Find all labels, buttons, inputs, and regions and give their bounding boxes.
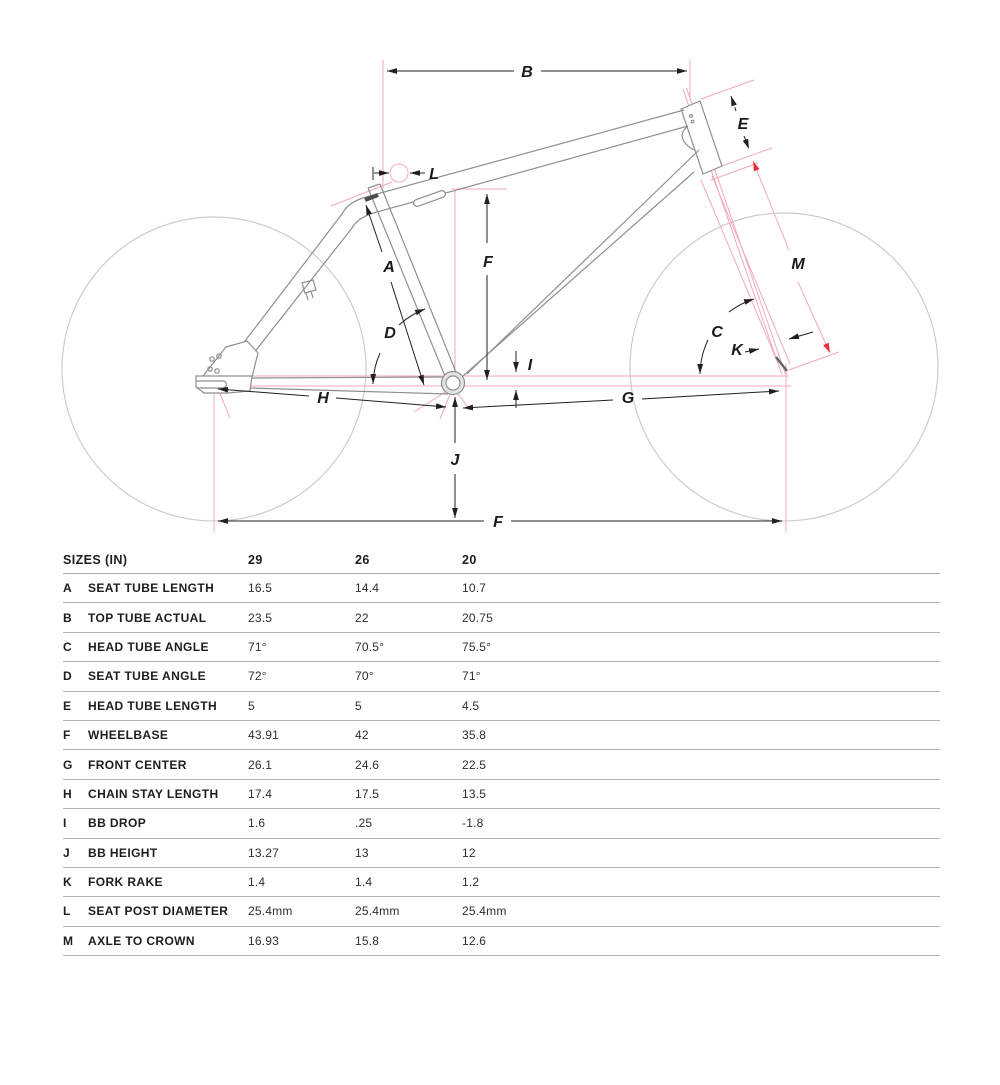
row-value: 13 xyxy=(355,845,369,860)
dim-label-a: A xyxy=(383,259,395,276)
dim-label-k: K xyxy=(731,342,743,359)
table-title: SIZES (IN) xyxy=(63,552,128,567)
dim-label-f-wheelbase: F xyxy=(493,514,503,531)
row-value: 25.4mm xyxy=(248,904,293,919)
table-row xyxy=(63,721,940,750)
e-extension-top xyxy=(701,80,754,99)
dim-label-d: D xyxy=(384,325,396,342)
row-name: WHEELBASE xyxy=(88,728,169,743)
dimension-labels xyxy=(317,64,805,531)
dim-label-g: G xyxy=(621,390,635,407)
table-row xyxy=(63,927,940,956)
dropout-hole-1 xyxy=(210,357,214,361)
front-dropout xyxy=(776,357,787,371)
row-name: SEAT TUBE ANGLE xyxy=(88,669,207,684)
row-value: 23.5 xyxy=(248,610,273,625)
row-name: BB HEIGHT xyxy=(88,845,158,860)
chainstay-upper xyxy=(250,377,445,378)
row-value: 1.6 xyxy=(248,816,266,831)
table-row xyxy=(63,603,940,632)
seat-tube-right xyxy=(380,184,458,377)
row-value: 12.6 xyxy=(462,933,487,948)
row-value: 12 xyxy=(462,845,476,860)
row-value: 43.91 xyxy=(248,728,280,743)
dim-label-l: L xyxy=(429,166,439,183)
row-key: E xyxy=(63,698,72,713)
row-name: HEAD TUBE LENGTH xyxy=(88,698,218,713)
row-key: K xyxy=(63,875,72,890)
table-row xyxy=(63,809,940,838)
row-value: 16.93 xyxy=(248,933,280,948)
dimension-H xyxy=(218,389,446,407)
column-header-20: 20 xyxy=(462,552,477,567)
table-row xyxy=(63,897,940,926)
row-value: 13.5 xyxy=(462,786,487,801)
row-value: 20.75 xyxy=(462,610,494,625)
table-row xyxy=(63,692,940,721)
row-key: F xyxy=(63,728,71,743)
row-name: AXLE TO CROWN xyxy=(88,933,195,948)
row-value: 22.5 xyxy=(462,757,487,772)
row-value: 1.2 xyxy=(462,875,480,890)
toptube-seatstay-lower xyxy=(242,126,688,368)
row-value: 25.4mm xyxy=(355,904,400,919)
table-row xyxy=(63,662,940,691)
toptube-seatstay-upper xyxy=(232,110,684,358)
row-value: 17.5 xyxy=(355,786,380,801)
row-value: 42 xyxy=(355,728,369,743)
dim-label-c: C xyxy=(711,324,723,341)
row-name: HEAD TUBE ANGLE xyxy=(88,639,209,654)
dimension-L xyxy=(373,167,425,180)
row-value: 1.4 xyxy=(355,875,373,890)
row-value: 75.5° xyxy=(462,639,492,654)
row-key: B xyxy=(63,610,72,625)
dimensions xyxy=(218,71,830,521)
row-key: J xyxy=(63,845,70,860)
row-value: 10.7 xyxy=(462,581,487,596)
row-value: 35.8 xyxy=(462,728,487,743)
rear-dropout-plate xyxy=(203,341,258,377)
row-value: 70° xyxy=(355,669,374,684)
row-value: 13.27 xyxy=(248,845,280,860)
dim-label-b: B xyxy=(521,64,533,81)
row-name: FORK RAKE xyxy=(88,875,163,890)
row-value: 70.5° xyxy=(355,639,385,654)
dim-label-h: H xyxy=(317,390,329,407)
table-header xyxy=(63,546,940,574)
row-value: 25.4mm xyxy=(462,904,507,919)
row-name: BB DROP xyxy=(88,816,147,831)
row-name: SEAT TUBE LENGTH xyxy=(88,581,215,596)
dimension-C xyxy=(700,299,754,374)
row-key: M xyxy=(63,933,73,948)
geometry-table xyxy=(63,546,940,956)
row-value: 14.4 xyxy=(355,581,380,596)
dimension-D xyxy=(373,309,425,384)
seatpost-diameter-circle xyxy=(390,164,408,182)
table-row xyxy=(63,839,940,868)
row-value: 16.5 xyxy=(248,581,273,596)
e-extension-bottom xyxy=(719,148,772,167)
row-key: D xyxy=(63,669,72,684)
table-row xyxy=(63,633,940,662)
bike-geometry-diagram xyxy=(0,0,1000,540)
dim-label-f-vertical: F xyxy=(483,254,493,271)
table-row xyxy=(63,574,940,603)
seat-clamp-band xyxy=(365,195,378,200)
column-header-26: 26 xyxy=(355,552,370,567)
table-row xyxy=(63,750,940,779)
seat-tube-left xyxy=(368,188,447,381)
row-value: 4.5 xyxy=(462,698,480,713)
frame xyxy=(196,101,787,395)
row-name: CHAIN STAY LENGTH xyxy=(88,786,219,801)
dimension-K xyxy=(745,332,813,352)
m-extension-bottom xyxy=(789,352,839,370)
row-key: H xyxy=(63,786,72,801)
row-name: FRONT CENTER xyxy=(88,757,187,772)
row-value: 71° xyxy=(248,639,267,654)
row-value: 1.4 xyxy=(248,875,266,890)
row-value: 15.8 xyxy=(355,933,380,948)
downtube-upper xyxy=(467,150,699,374)
column-header-29: 29 xyxy=(248,552,263,567)
row-value: 22 xyxy=(355,610,369,625)
row-value: 26.1 xyxy=(248,757,273,772)
table-row xyxy=(63,780,940,809)
row-value: 5 xyxy=(248,698,255,713)
dimension-A xyxy=(366,205,424,385)
bb-shell-inner xyxy=(446,376,460,390)
row-value: 71° xyxy=(462,669,481,684)
row-key: A xyxy=(63,581,72,596)
row-value: 24.6 xyxy=(355,757,380,772)
row-name: TOP TUBE ACTUAL xyxy=(88,610,207,625)
row-value: .25 xyxy=(355,816,373,831)
row-key: G xyxy=(63,757,73,772)
dim-label-i: I xyxy=(527,357,533,374)
row-value: 17.4 xyxy=(248,786,273,801)
dim-label-m: M xyxy=(791,256,805,273)
row-name: SEAT POST DIAMETER xyxy=(88,904,229,919)
fork-blade-right xyxy=(712,176,790,364)
row-value: 5 xyxy=(355,698,362,713)
dim-label-j: J xyxy=(450,452,460,469)
head-tube xyxy=(681,101,722,174)
row-key: I xyxy=(63,816,67,831)
rear-axle-bar xyxy=(196,376,252,393)
row-value: 72° xyxy=(248,669,267,684)
row-key: L xyxy=(63,904,71,919)
wheels xyxy=(62,213,938,521)
chainstay-lower xyxy=(251,388,448,394)
row-key: C xyxy=(63,639,72,654)
dim-label-e: E xyxy=(737,116,749,133)
table-body xyxy=(63,574,940,956)
row-value: -1.8 xyxy=(462,816,484,831)
table-row xyxy=(63,868,940,897)
